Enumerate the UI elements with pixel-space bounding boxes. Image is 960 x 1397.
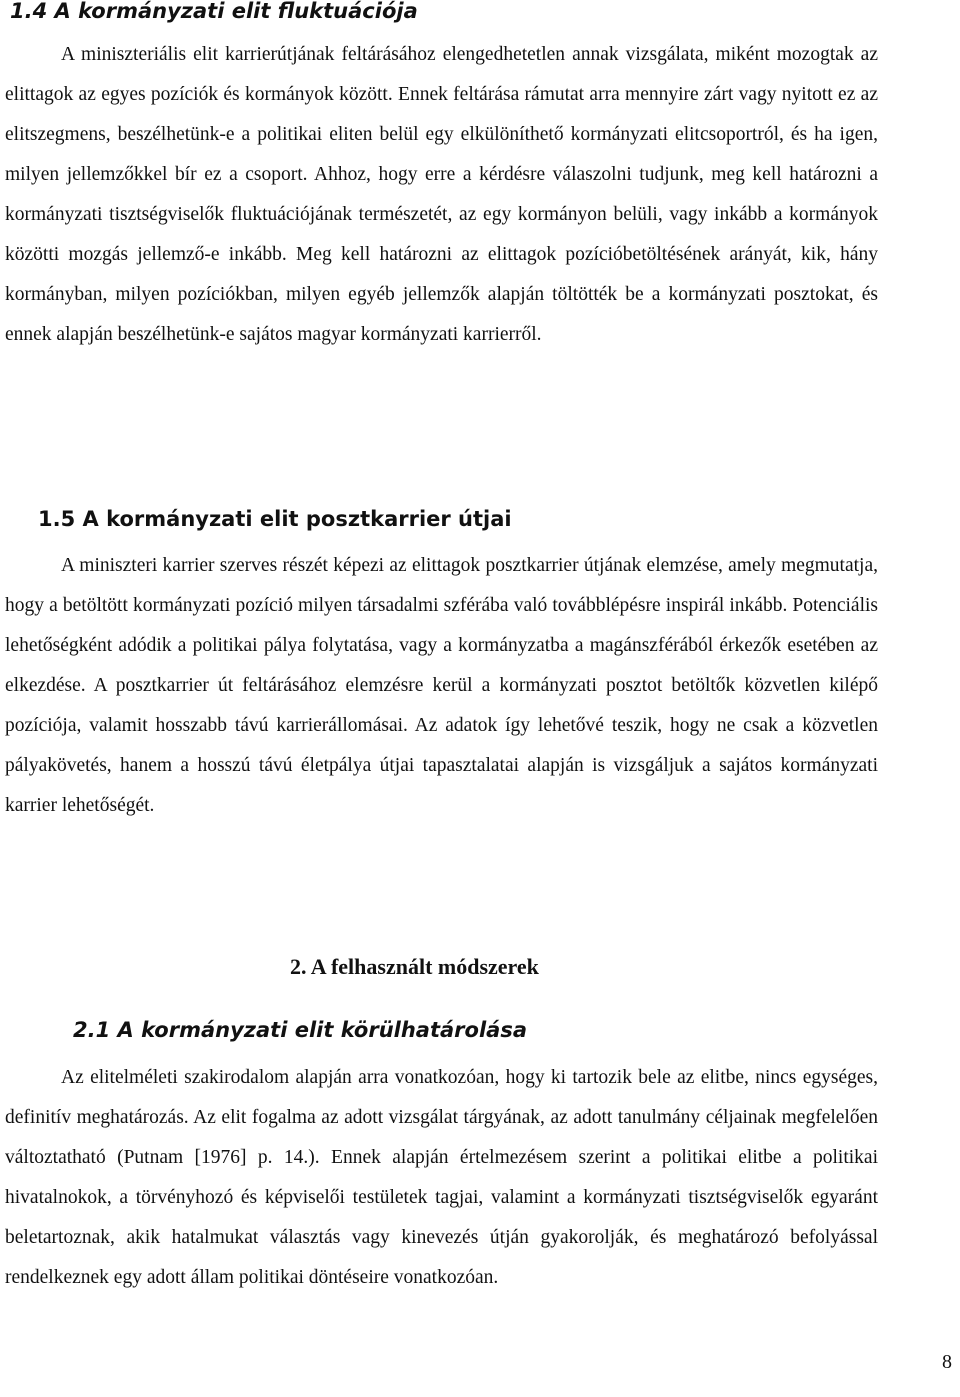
section-1-4-paragraph: A miniszteriális elit karrierútjának feltárásához elengedhetetlen annak vizsgálata, miként mozogtak az elittagok az egyes pozíciók és kormányok között. Ennek feltárása rámutat arra mennyire zárt vagy nyitott ez az elitszegmens, beszélhetünk-e a politikai eliten belül egy elkülöníthető kormányzati elitcsoportról, és ha igen, milyen jellemzőkkel bír ez a csoport. Ahhoz, hogy erre a kérdésre válaszolni tudjunk, meg kell határozni a kormányzati tisztségviselők fluktuációjának természetét, az egy kormányon belüli, vagy inkább a kormányok közötti mozgás jellemző-e inkább. Meg kell határozni az elittagok pozícióbetöltésének arányát, kik, hány kormányban, milyen pozíciókban, milyen egyéb jellemzők alapján töltötték be a kormányzati posztokat, és ennek alapján beszélhetünk-e sajátos magyar kormányzati karrierről. xyxy=(5,44,878,345)
section-1-5-paragraph: A miniszteri karrier szerves részét képezi az elittagok posztkarrier útjának elemzése, amely megmutatja, hogy a betöltött kormányzati pozíció milyen társadalmi szférába való továbblépésre inspirál inkább. Potenciális lehetőségként adódik a politikai pálya folytatása, vagy a kormányzatba a magánszférából érkezők esetében az elkezdése. A posztkarrier út feltárásához elemzésre kerül a kormányzati posztot betöltők közvetlen kilépő pozíciója, valamit hosszabb távú karrierállomásai. Az adatok így lehetővé teszik, hogy ne csak a közvetlen pályakövetés, hanem a hosszú távú életpálya útjai tapasztalatai alapján is vizsgáljuk a sajátos kormányzati karrier lehetőségét. xyxy=(5,555,878,816)
page-number: 8 xyxy=(942,1351,952,1373)
section-1-5-heading: 1.5 A kormányzati elit posztkarrier útjai xyxy=(38,507,512,531)
chapter-2-heading: 2. A felhasznált módszerek xyxy=(290,954,539,979)
section-1-4-heading: 1.4 A kormányzati elit fluktuációja xyxy=(10,0,418,23)
section-2-1-heading: 2.1 A kormányzati elit körülhatárolása xyxy=(73,1018,528,1042)
section-2-1-paragraph: Az elitelméleti szakirodalom alapján arra vonatkozóan, hogy ki tartozik bele az elitbe, nincs egységes, definitív meghatározás. Az elit fogalma az adott vizsgálat tárgyának, az adott tanulmány céljainak megfelelően változtatható (Putnam [1976] p. 14.). Ennek alapján értelmezésem szerint a politikai elitbe a politikai hivatalnokok, a törvényhozó és képviselői testületek tagjai, valamint a kormányzati tisztségviselők egyaránt beletartoznak, akik hatalmukat választás vagy kinevezés útján gyakorolják, és meghatározó befolyással rendelkeznek egy adott állam politikai döntéseire vonatkozóan. xyxy=(5,1067,878,1288)
